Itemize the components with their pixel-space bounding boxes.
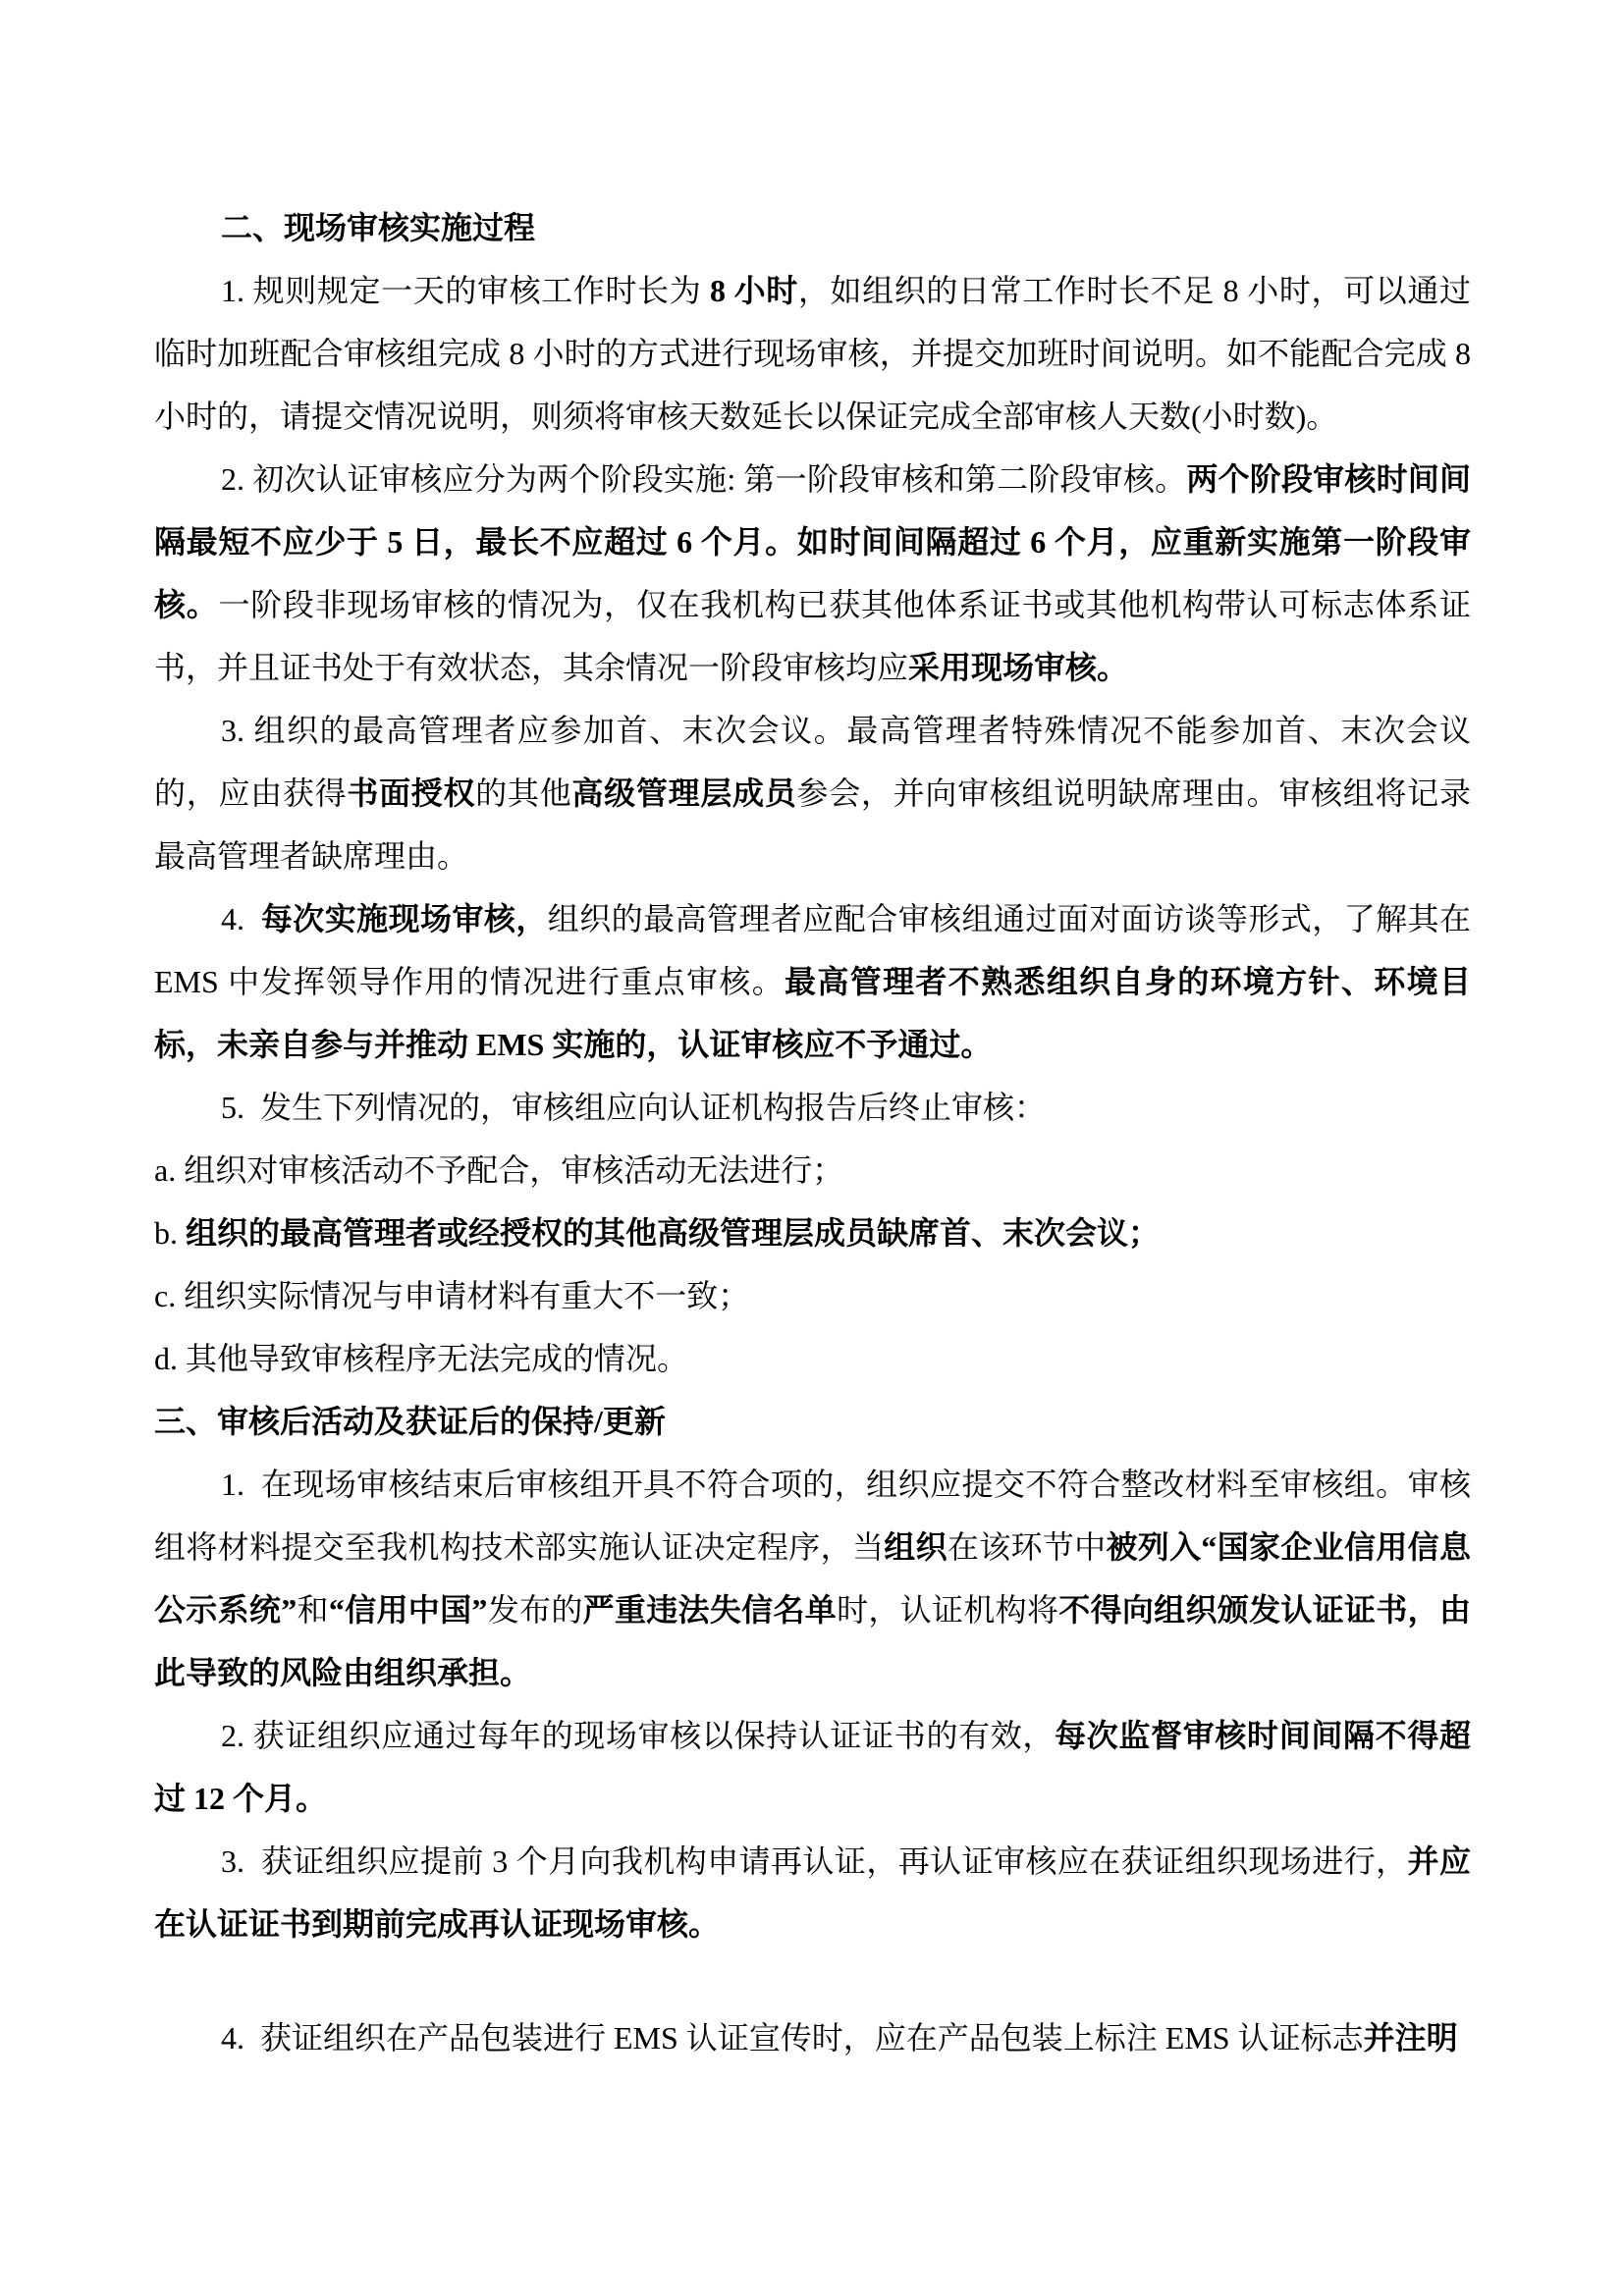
subitem-d xyxy=(154,1327,1471,1390)
bold-text-run: 并应在认证证书到期前完成再认证现场审核。 xyxy=(154,1843,1471,1942)
para-onsite-audit-interview xyxy=(154,887,1471,1076)
text-run: 组织的最高管理者应配合审核组通过面对面访谈等形式，了解其在 EMS 中发挥领导作用的情况进行重点审核。 xyxy=(154,901,1471,999)
bold-text-run: 最高管理者不熟悉组织自身的环境方针、环境目标，未亲自参与并推动 EMS 实施的，认证审核应不予通过。 xyxy=(154,964,1471,1062)
bold-text-run: 组织 xyxy=(884,1529,947,1565)
text-run: 2. 获证组织应通过每年的现场审核以保持认证证书的有效， xyxy=(221,1718,1056,1753)
text-run: 和 xyxy=(297,1592,329,1628)
bold-text-run: 被列入“国家企业信用信息公示系统” xyxy=(154,1529,1471,1628)
section-heading-onsite-audit xyxy=(154,196,1471,259)
text-run: 时，认证机构将 xyxy=(837,1592,1059,1628)
subitem-b xyxy=(154,1201,1471,1264)
bold-text-run: 不得向组织颁发认证证书，由此导致的风险由组织承担。 xyxy=(154,1592,1471,1690)
para-packaging-mark xyxy=(154,2006,1471,2069)
text-run: 1. 在现场审核结束后审核组开具不符合项的，组织应提交不符合整改材料至审核组。审核组将材料提交至我机构技术部实施认证决定程序，当 xyxy=(154,1467,1471,1565)
para-audit-hours xyxy=(154,259,1471,448)
text-run: 3. 获证组织应提前 3 个月向我机构申请再认证，再认证审核应在获证组织现场进行， xyxy=(221,1843,1408,1879)
bold-text-run: 每次监督审核时间间隔不得超过 12 个月。 xyxy=(154,1718,1471,1816)
text-run: 的其他 xyxy=(475,775,572,811)
text-run: ，如组织的日常工作时长不足 8 小时，可以通过临时加班配合审核组完成 8 小时的方式进行现场审核，并提交加班时间说明。如不能配合完成 8 小时的，请提交情况说明，则须将审核天数延长以保证完成全部审核人天数(小时数)。 xyxy=(154,273,1471,434)
bold-text-run: 8 小时 xyxy=(709,273,798,308)
subitem-c xyxy=(154,1264,1471,1327)
bold-text-run: 两个阶段审核时间间隔最短不应少于 5 日，最长不应超过 6 个月。如时间间隔超过 6 个月，应重新实施第一阶段审核。 xyxy=(154,461,1471,622)
text-run: 4. 获证组织在产品包装进行 EMS 认证宣传时，应在产品包装上标注 EMS 认证标志 xyxy=(221,2020,1364,2056)
para-recertification xyxy=(154,1830,1471,1955)
text-run: 发布的 xyxy=(487,1592,583,1628)
text-run: 2. 初次认证审核应分为两个阶段实施: 第一阶段审核和第二阶段审核。 xyxy=(221,461,1187,497)
bold-text-run: 三、审核后活动及获证后的保持/更新 xyxy=(154,1404,666,1439)
para-top-management-meetings xyxy=(154,699,1471,887)
text-run: 5. 发生下列情况的，审核组应向认证机构报告后终止审核： xyxy=(221,1090,1047,1125)
text-run: 1. 规则规定一天的审核工作时长为 xyxy=(221,273,710,308)
text-run: 在该环节中 xyxy=(947,1529,1107,1565)
text-run: 4. xyxy=(221,901,261,936)
text-run: 参会，并向审核组说明缺席理由。审核组将记录最高管理者缺席理由。 xyxy=(154,775,1471,874)
para-initial-audit-stages xyxy=(154,448,1471,699)
bold-text-run: 采用现场审核。 xyxy=(908,650,1129,685)
document-content xyxy=(154,196,1471,2069)
text-run: 一阶段非现场审核的情况为，仅在我机构已获其他体系证书或其他机构带认可标志体系证书，并且证书处于有效状态，其余情况一阶段审核均应 xyxy=(154,587,1471,685)
text-run: d. 其他导致审核程序无法完成的情况。 xyxy=(154,1341,689,1376)
bold-text-run: 高级管理层成员 xyxy=(571,775,797,811)
bold-text-run: 并注明 xyxy=(1363,2020,1458,2056)
bold-text-run: “信用中国” xyxy=(328,1592,488,1628)
bold-text-run: 每次实施现场审核， xyxy=(260,901,548,936)
text-run: 3. 组织的最高管理者应参加首、末次会议。最高管理者特殊情况不能参加首、末次会议的，应由获得 xyxy=(154,713,1471,811)
para-terminate-audit-intro xyxy=(154,1076,1471,1139)
bold-text-run: 组织的最高管理者或经授权的其他高级管理层成员缺席首、末次会议； xyxy=(186,1215,1161,1251)
bold-text-run: 严重违法失信名单 xyxy=(582,1592,838,1628)
text-run: a. 组织对审核活动不予配合，审核活动无法进行； xyxy=(154,1152,844,1188)
text-run: b. xyxy=(154,1215,186,1251)
section-heading-post-audit xyxy=(154,1390,1471,1453)
text-run: c. 组织实际情况与申请材料有重大不一致； xyxy=(154,1278,750,1313)
bold-text-run: 书面授权 xyxy=(347,775,476,811)
subitem-a xyxy=(154,1139,1471,1201)
para-annual-surveillance xyxy=(154,1704,1471,1830)
bold-text-run: 二、现场审核实施过程 xyxy=(221,210,536,245)
para-nonconformity-credit xyxy=(154,1453,1471,1704)
